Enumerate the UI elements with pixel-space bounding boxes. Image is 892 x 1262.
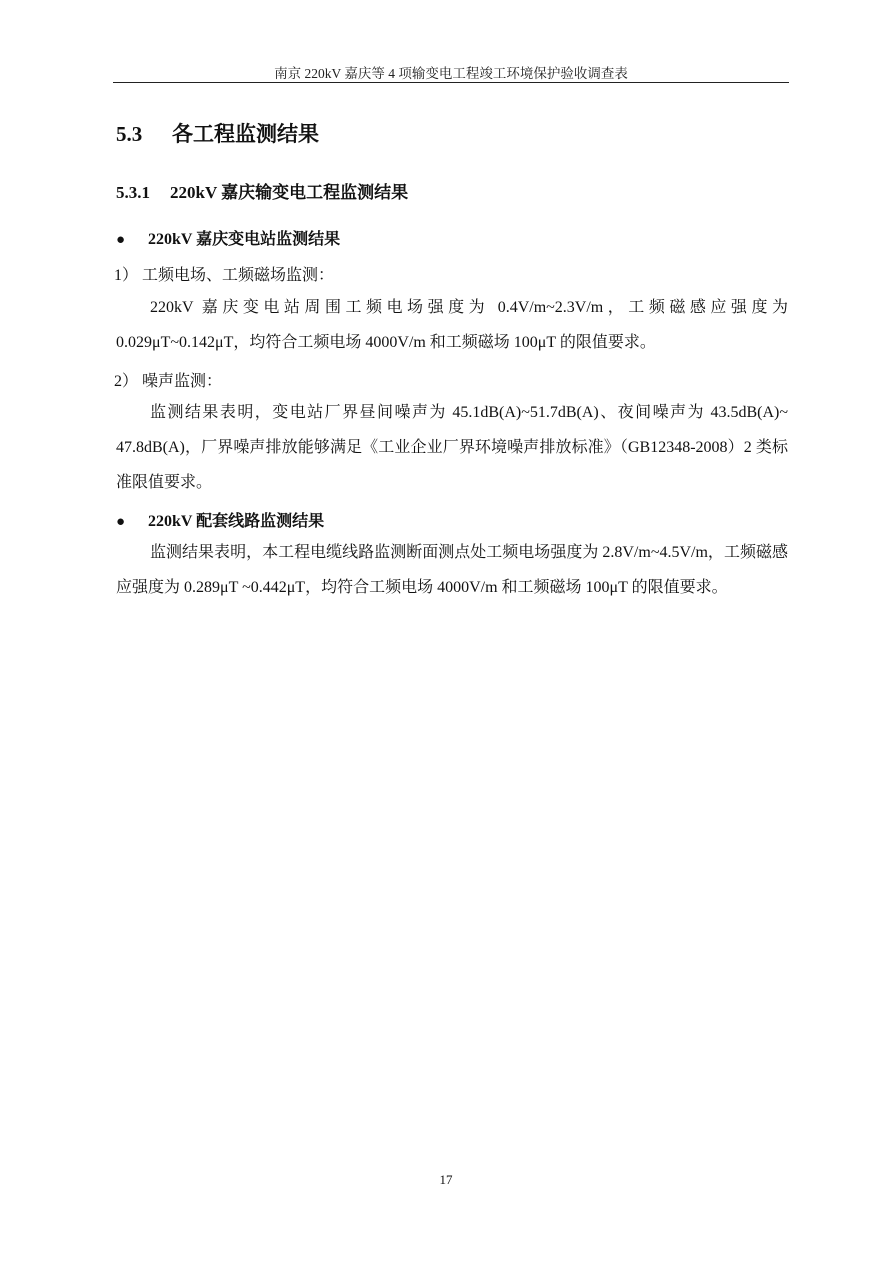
subsection-number: 5.3.1 <box>116 183 150 202</box>
page-number: 17 <box>439 1172 453 1187</box>
subsection-heading <box>116 178 408 203</box>
substation-heading <box>116 226 340 249</box>
line-title: 220kV 配套线路监测结果 <box>148 513 325 530</box>
header-rule <box>113 82 789 83</box>
substation-title: 220kV 嘉庆变电站监测结果 <box>148 231 341 248</box>
line-monitoring-paragraph: 监测结果表明，本工程电缆线路监测断面测点处工频电场强度为 2.8V/m~4.5V/m，工频磁感应强度为 0.289μT ~0.442μT，均符合工频电场 4000V/m 和工频磁场 100μT 的限值要求。 <box>116 544 788 596</box>
section-number: 5.3 <box>116 122 143 146</box>
bullet-icon: ● <box>116 514 126 530</box>
subsection-title: 220kV 嘉庆输变电工程监测结果 <box>170 183 409 202</box>
noise-monitoring-paragraph: 监测结果表明，变电站厂界昼间噪声为 45.1dB(A)~51.7dB(A)、夜间噪声为 43.5dB(A)~ 47.8dB(A)，厂界噪声排放能够满足《工业企业厂界环境噪声排放标准》（GB12348-2008）2 类标准限值要求。 <box>116 404 788 491</box>
running-header: 南京 220kV 嘉庆等 4 项输变电工程竣工环境保护验收调查表 <box>274 66 628 81</box>
item-label-field-monitoring: 1） 工频电场、工频磁场监测： <box>114 267 335 284</box>
field-monitoring-paragraph: 220kV 嘉庆变电站周围工频电场强度为 0.4V/m~2.3V/m，工频磁感应强度为 0.029μT~0.142μT，均符合工频电场 4000V/m 和工频磁场 100μT 的限值要求。 <box>116 299 788 351</box>
section-heading <box>116 118 319 148</box>
bullet-icon: ● <box>116 232 126 248</box>
item-label-noise-monitoring: 2） 噪声监测： <box>114 373 223 390</box>
section-title: 各工程监测结果 <box>172 122 319 146</box>
line-heading <box>116 508 324 531</box>
